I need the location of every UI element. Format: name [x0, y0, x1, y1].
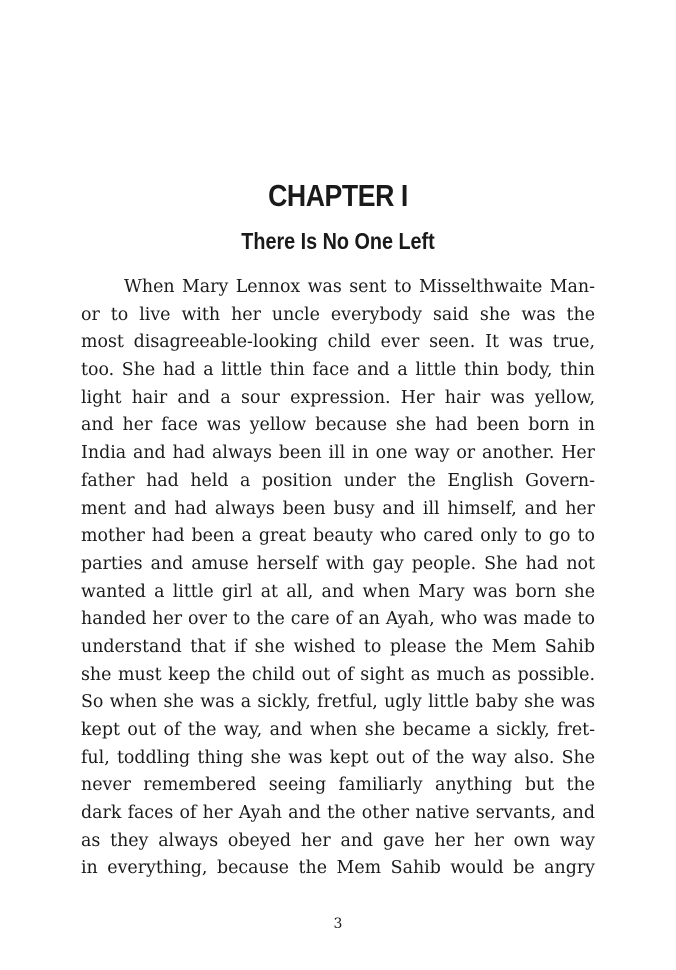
- text-line: light hair and a sour expression. Her hair was yellow,: [81, 387, 595, 408]
- text-line: kept out of the way, and when she became a sickly, fret-: [81, 720, 595, 740]
- text-line: When Mary Lennox was sent to Misselthwaite Man-: [124, 277, 595, 297]
- text-line: ful, toddling thing she was kept out of the way also. She: [81, 747, 595, 768]
- body-paragraph: [81, 274, 595, 883]
- text-line: too. She had a little thin face and a little thin body, thin: [81, 360, 595, 381]
- text-line: in everything, because the Mem Sahib would be angry: [81, 858, 595, 879]
- text-line: wanted a little girl at all, and when Mary was born she: [81, 581, 595, 602]
- text-line: understand that if she wished to please the Mem Sahib: [81, 636, 595, 657]
- chapter-subtitle: There Is No One Left: [241, 228, 435, 254]
- text-line: parties and amuse herself with gay people. She had not: [81, 553, 595, 574]
- page-number: 3: [333, 916, 343, 932]
- text-line: never remembered seeing familiarly anything but the: [81, 775, 595, 796]
- text-line: most disagreeable-looking child ever seen. It was true,: [81, 332, 595, 353]
- text-line: India and had always been ill in one way or another. Her: [81, 443, 595, 464]
- chapter-title: CHAPTER I: [268, 178, 408, 213]
- text-line: father had held a position under the English Govern-: [81, 470, 595, 491]
- text-line: she must keep the child out of sight as much as possible.: [81, 664, 595, 685]
- text-line: as they always obeyed her and gave her her own way: [81, 830, 595, 851]
- text-line: handed her over to the care of an Ayah, who was made to: [81, 609, 595, 630]
- text-line: ment and had always been busy and ill himself, and her: [81, 498, 595, 519]
- text-line: So when she was a sickly, fretful, ugly little baby she was: [81, 692, 595, 713]
- text-line: and her face was yellow because she had been born in: [81, 415, 595, 436]
- text-line: dark faces of her Ayah and the other native servants, and: [81, 803, 595, 824]
- text-line: or to live with her uncle everybody said she was the: [81, 304, 595, 325]
- text-line: mother had been a great beauty who cared only to go to: [81, 526, 595, 547]
